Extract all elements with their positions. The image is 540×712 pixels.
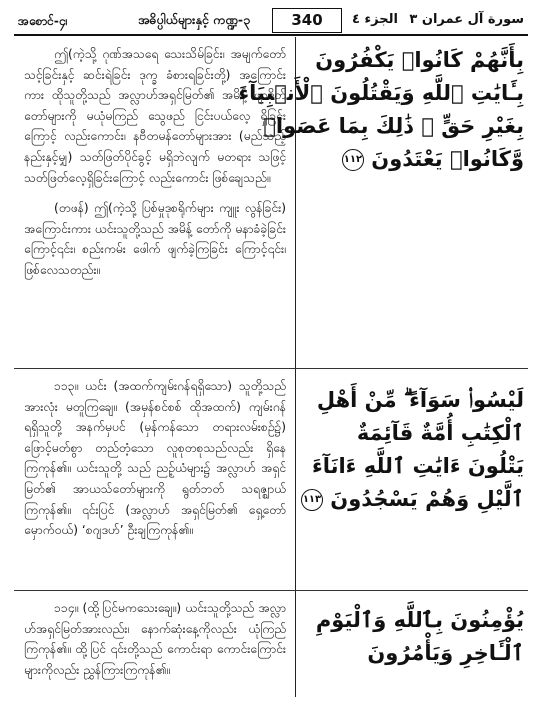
arabic-line: ٱلْكِتَٰبِ أُمَّةٌ قَآئِمَةٌ bbox=[356, 421, 524, 445]
arabic-line: بِأَنَّهُمْ كَانُوا۟ يَكْفُرُونَ bbox=[315, 48, 524, 72]
translation-paragraph: (တဖန်) ဤ(ကဲ့သို့ ပြစ်မှုဒုစရိုက်များ ကျူး လွန်ခြင်း) အကြောင်းကား ယင်းသူတို့သည် အမိန့် တော်ကို မနာခံခဲ့ခြင်းကြောင့်၎င်း၊ စည်းကမ်း ဖေါက် ဖျက်ခဲ့ကြခြင်း ကြောင့်၎င်း၊ ဖြစ်လေသတည်း။ bbox=[24, 201, 286, 277]
translation-block-114 bbox=[24, 598, 286, 680]
arabic-line: لَيْسُوا۟ سَوَآءً ۗ مِّنْ أَهْلِ bbox=[316, 388, 524, 412]
arabic-line: بِغَيْرِ حَقٍّ ۚ ذَٰلِكَ بِمَا عَصَوا۟ bbox=[263, 114, 524, 138]
page-header bbox=[14, 8, 528, 36]
ayah-number-marker: ١١٢ bbox=[342, 149, 364, 171]
arabic-line: بِـَٔايَٰتِ ٱللَّهِ وَيَقْتُلُونَ ٱلْأَنۢبِيَآءَ bbox=[238, 81, 524, 105]
juz-label: الجزء ٤ bbox=[352, 12, 398, 27]
translation-paragraph: ၁၁၄။ (ထို့ပြင်မကသေးချေ။) ယင်းသူတို့သည် အလ္လာဟ်အရှင်မြတ်အားလည်း၊ နောက်ဆုံးနေ့ကိုလည်း ယုံကြည်ကြကုန်၏။ ထို့ပြင် ၎င်းတို့သည် ကောင်းရာ ကောင်းကြောင်းများကိုလည်း ညွှန်ကြားကြကုန်၏။ bbox=[24, 601, 286, 677]
arabic-line-text: ٱلَّيْلِ وَهُمْ يَسْجُدُونَ bbox=[330, 487, 524, 511]
arabic-verse-113 bbox=[302, 384, 524, 516]
arabic-line: يُؤْمِنُونَ بِٱللَّهِ وَٱلْيَوْمِ bbox=[315, 608, 524, 632]
header-title: အဓိပ္ပါယ်များနှင့် ကဏ္ဍ-၃ bbox=[138, 12, 251, 27]
page-number: 340 bbox=[272, 8, 342, 33]
ayah-number-marker: ١١٣ bbox=[301, 489, 323, 511]
arabic-line-text: وَّكَانُوا۟ يَعْتَدُونَ bbox=[371, 147, 524, 171]
surah-label: سورة آل عمران ٣ bbox=[409, 12, 524, 27]
section-divider bbox=[14, 590, 528, 591]
section-divider bbox=[14, 368, 528, 369]
arabic-line bbox=[302, 483, 524, 516]
translation-block-113 bbox=[24, 376, 286, 541]
arabic-line: ٱلْـَٔاخِرِ وَيَأْمُرُونَ bbox=[367, 641, 524, 665]
translation-paragraph: ၁၁၃။ ယင်း (အထက်ကျမ်းဂန်ရရှိသော) သူတို့သည် အားလုံး မတူကြချေ။ (အမှန်စင်စစ် ထိုအထက်) ကျမ်းဂန် ရရှိသူတို့ အနက်မှပင် (မှန်ကန်သော တရားလမ်းစဉ်၌) ဖြောင့်မတ်စွာ တည်တံ့သော လူစုတစုသည်လည်း ရှိနေကြကုန်၏။ ယင်းသူတို့ သည် ညဥ့်ယံများ၌ အလ္လာဟ် အရှင်မြတ်၏ အာယသ်တော်များကို ရွတ်ဘတ် သရဇ္ဈာယ် ကြကုန်၏။ ၎င်းပြင် (အလ္လာဟ် အရှင်မြတ်၏ ရှေ့တော်မှောက်ဝယ်) ‘စဂျဒဟ်’ ဦးချကြကုန်၏။ bbox=[24, 379, 286, 538]
arabic-verse-114 bbox=[302, 604, 524, 670]
arabic-line: يَتْلُونَ ءَايَٰتِ ٱللَّهِ ءَانَآءَ bbox=[311, 454, 524, 478]
translation-paragraph: ဤ(ကဲ့သို့ ဂုဏ်အသရေ သေးသိမ်ခြင်း၊ အမျက်တော် သင့်ခြင်းနှင့် ဆင်းရဲခြင်း ဒုက္ခ ခံစားရခြင်းတို့) အကြောင်းကား ထိုသူတို့သည် အလ္လာဟ်အရှင်မြတ်၏ အမိန့် ဖျာဒိတ်တော်များကို မယုံမကြည် သွေဖည် ငြင်းပယ်လေ့ ရှိခြင်းကြောင့် လည်းကောင်း၊ နဗီတမန်တော်များအား (မည်သည့် နည်းနှင့်မျှ) သတ်ဖြတ်ပိုင်ခွင့် မရှိဘဲလျက် မတရား သဖြင့် သတ်ဖြတ်လေ့ရှိခြင်းကြောင့် လည်းကောင်း ဖြစ်ချေသည်။ bbox=[24, 47, 286, 185]
arabic-verse-112 bbox=[238, 44, 524, 176]
volume-label: အစောင်-၄၊ bbox=[18, 14, 68, 28]
arabic-line bbox=[302, 143, 524, 176]
